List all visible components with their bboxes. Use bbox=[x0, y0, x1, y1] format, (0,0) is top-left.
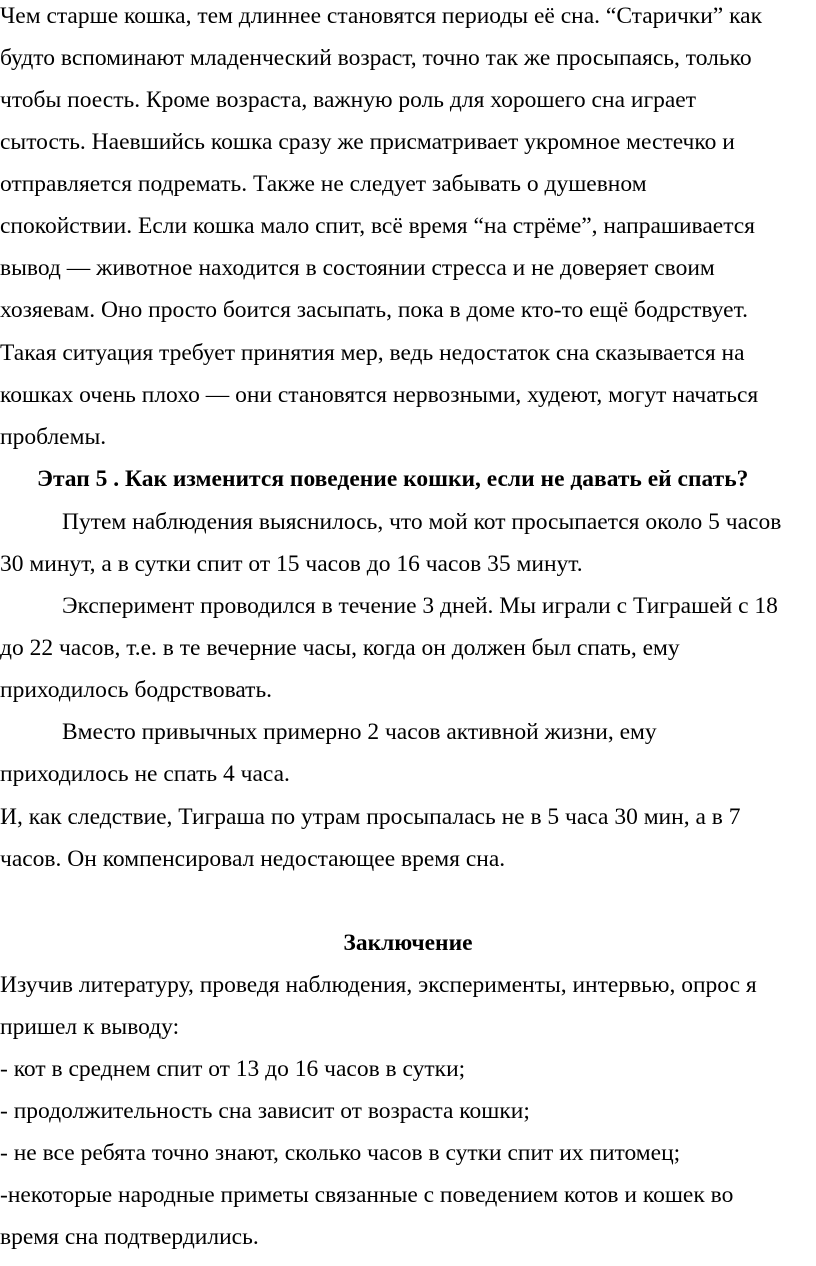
paragraph-line: вывод — животное находится в состоянии стресса и не доверяет своим bbox=[0, 255, 715, 281]
paragraph-line: Эксперимент проводился в течение 3 дней. Мы играли с Тиграшей с 18 bbox=[62, 593, 778, 619]
paragraph-line: 30 минут, а в сутки спит от 15 часов до 16 часов 35 минут. bbox=[0, 551, 583, 577]
paragraph-line: пришел к выводу: bbox=[0, 1014, 180, 1040]
paragraph-line: Чем старше кошка, тем длиннее становятся периоды её сна. “Старички” как bbox=[0, 3, 763, 29]
conclusion-heading: Заключение bbox=[343, 930, 473, 956]
conclusion-list-item: -некоторые народные приметы связанные с поведением котов и кошек во bbox=[0, 1182, 734, 1208]
conclusion-list-item: время сна подтвердились. bbox=[0, 1224, 259, 1250]
paragraph-line: приходилось бодрствовать. bbox=[0, 677, 273, 703]
stage5-heading: Этап 5 . Как изменится поведение кошки, если не давать ей спать? bbox=[37, 466, 749, 492]
paragraph-line: будто вспоминают младенческий возраст, точно так же просыпаясь, только bbox=[0, 45, 752, 71]
paragraph-line: приходилось не спать 4 часа. bbox=[0, 761, 290, 787]
paragraph-line: часов. Он компенсировал недостающее время сна. bbox=[0, 846, 506, 872]
paragraph-line: хозяевам. Оно просто боится засыпать, пока в доме кто-то ещё бодрствует. bbox=[0, 297, 748, 323]
paragraph-line: Изучив литературу, проведя наблюдения, эксперименты, интервью, опрос я bbox=[0, 972, 757, 998]
paragraph-line: сытость. Наевшийсь кошка сразу же присматривает укромное местечко и bbox=[0, 129, 735, 155]
paragraph-line: кошках очень плохо — они становятся нервозными, худеют, могут начаться bbox=[0, 382, 759, 408]
paragraph-line: проблемы. bbox=[0, 424, 107, 450]
paragraph-line: Путем наблюдения выяснилось, что мой кот просыпается около 5 часов bbox=[62, 509, 782, 535]
paragraph-line: чтобы поесть. Кроме возраста, важную роль для хорошего сна играет bbox=[0, 87, 696, 113]
paragraph-line: до 22 часов, т.е. в те вечерние часы, когда он должен был спать, ему bbox=[0, 635, 680, 661]
paragraph-line: отправляется подремать. Также не следует забывать о душевном bbox=[0, 171, 647, 197]
conclusion-list-item: - продолжительность сна зависит от возраста кошки; bbox=[0, 1098, 530, 1124]
conclusion-list-item: - кот в среднем спит от 13 до 16 часов в сутки; bbox=[0, 1056, 466, 1082]
paragraph-line: спокойствии. Если кошка мало спит, всё время “на стрёме”, напрашивается bbox=[0, 213, 755, 239]
paragraph-line: И, как следствие, Тиграша по утрам просыпалась не в 5 часа 30 мин, а в 7 bbox=[0, 804, 741, 830]
paragraph-line: Вместо привычных примерно 2 часов активной жизни, ему bbox=[62, 719, 657, 745]
paragraph-line: Такая ситуация требует принятия мер, ведь недостаток сна сказывается на bbox=[0, 340, 745, 366]
conclusion-list-item: - не все ребята точно знают, сколько часов в сутки спит их питомец; bbox=[0, 1140, 681, 1166]
